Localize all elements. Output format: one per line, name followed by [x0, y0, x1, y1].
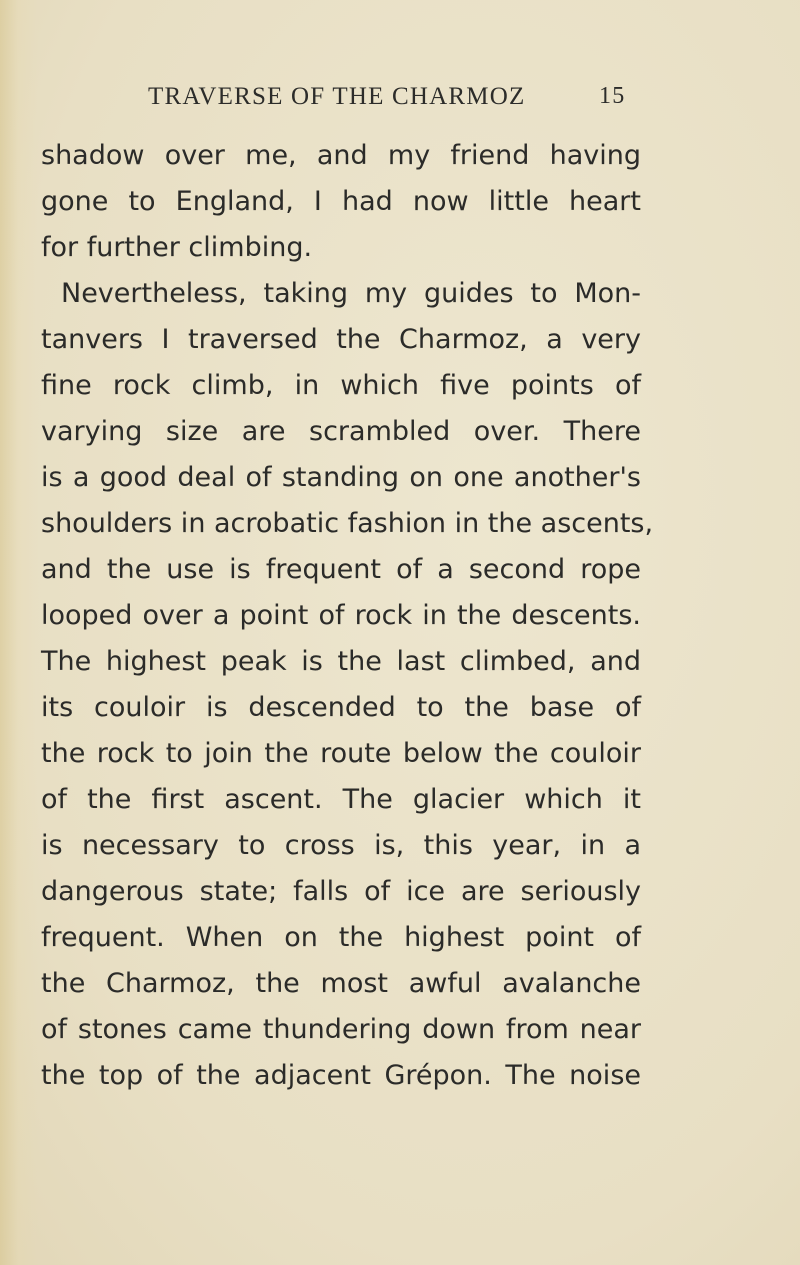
text-line: is necessary to cross is, this year, in a [41, 830, 641, 861]
text-line: The highest peak is the last climbed, and [41, 646, 641, 677]
text-line: tanvers I traversed the Charmoz, a very [41, 324, 641, 355]
text-line: Nevertheless, taking my guides to Mon- [61, 278, 641, 309]
text-line: gone to England, I had now little heart [41, 186, 641, 217]
text-line: the rock to join the route below the couloir [41, 738, 641, 769]
page-header [148, 83, 628, 113]
text-line: looped over a point of rock in the descents. [41, 600, 641, 631]
text-line: dangerous state; falls of ice are seriously [41, 876, 641, 907]
text-line: shoulders in acrobatic fashion in the ascents, [41, 508, 654, 539]
text-line: fine rock climb, in which five points of [41, 370, 641, 401]
body-text [41, 133, 654, 1099]
text-line: of the first ascent. The glacier which it [41, 784, 641, 815]
text-line: shadow over me, and my friend having [41, 140, 641, 171]
text-line: varying size are scrambled over. There [41, 416, 641, 447]
text-line: and the use is frequent of a second rope [41, 554, 641, 585]
text-line: the top of the adjacent Grépon. The noise [41, 1060, 641, 1091]
page-number: 15 [599, 83, 626, 109]
text-line: its couloir is descended to the base of [41, 692, 641, 723]
text-line: is a good deal of standing on one another's [41, 462, 641, 493]
text-line: the Charmoz, the most awful avalanche [41, 968, 641, 999]
text-line: for further climbing. [41, 232, 313, 263]
text-line: frequent. When on the highest point of [41, 922, 641, 953]
running-title: TRAVERSE OF THE CHARMOZ [148, 83, 526, 110]
text-line: of stones came thundering down from near [41, 1014, 641, 1045]
